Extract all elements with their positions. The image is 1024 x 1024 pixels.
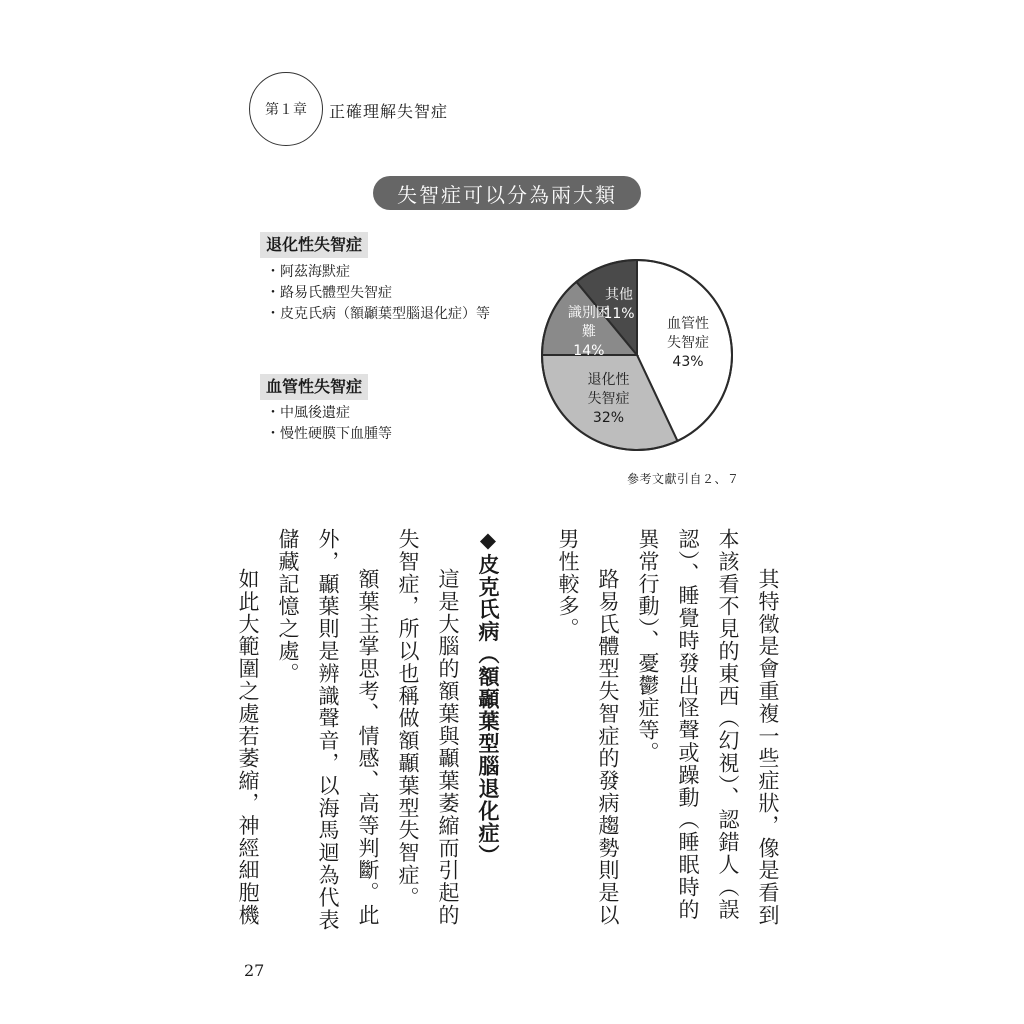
- section-banner: 失智症可以分為兩大類: [373, 176, 641, 210]
- category-vascular-title: 血管性失智症: [260, 374, 368, 400]
- body-column-3: 認）、睡覺時發出怪聲或躁動（睡眠時的: [676, 528, 700, 921]
- body-column-10: 外，顳葉則是辨識聲音，以海馬迴為代表: [316, 528, 340, 932]
- chapter-badge: 第１章: [249, 72, 323, 146]
- pie-slice-value: 14%: [573, 342, 605, 359]
- body-column-4: 異常行動）、憂鬱症等。: [636, 528, 660, 764]
- pie-slice-name: 退化性 失智症: [587, 372, 630, 408]
- list-item: ・ 中風後遺症: [266, 403, 392, 424]
- pie-slice-name: 血管性 失智症: [666, 316, 709, 352]
- body-column-1: 其特徵是會重複一些症狀，像是看到: [756, 568, 780, 927]
- page-number: 27: [244, 961, 265, 980]
- list-item: ・ 阿茲海默症: [266, 262, 490, 283]
- body-column-6: 男性較多。: [556, 528, 580, 640]
- chapter-title: 正確理解失智症: [329, 102, 449, 121]
- body-column-5: 路易氏體型失智症的發病趨勢則是以: [596, 568, 620, 927]
- category-degenerative-list: [266, 262, 490, 325]
- pie-slice-value: 43%: [672, 354, 704, 371]
- pie-slice-label: [667, 315, 709, 372]
- pie-slice-label: [587, 371, 629, 428]
- body-column-11: 儲藏記憶之處。: [276, 528, 300, 685]
- pie-slice-value: 11%: [603, 305, 635, 322]
- pie-slice-name: 識別困 難: [567, 304, 610, 340]
- list-item: ・ 路易氏體型失智症: [266, 283, 490, 304]
- section-heading: ◆皮克氏病（額顳葉型腦退化症）: [476, 528, 500, 867]
- category-degenerative-title: 退化性失智症: [260, 232, 368, 258]
- list-item: ・ 皮克氏病（額顳葉型腦退化症）等: [266, 304, 490, 325]
- body-column-2: 本該看不見的東西（幻視）、認錯人（誤: [716, 528, 740, 921]
- list-item: ・ 慢性硬膜下血腫等: [266, 424, 392, 445]
- body-column-8: 失智症，所以也稱做額顳葉型失智症。: [396, 528, 420, 909]
- reference-note: 參考文獻引自２、７: [627, 472, 740, 486]
- category-vascular-list: [266, 403, 392, 445]
- pie-slice-value: 32%: [592, 410, 625, 427]
- body-column-12: 如此大範圍之處若萎縮，神經細胞機: [236, 568, 260, 927]
- body-column-7: 這是大腦的額葉與顳葉萎縮而引起的: [436, 568, 460, 927]
- body-column-9: 額葉主掌思考、情感、高等判斷。此: [356, 568, 380, 927]
- pie-slice-name: 其他: [605, 286, 634, 303]
- pie-slice-label: [603, 286, 634, 324]
